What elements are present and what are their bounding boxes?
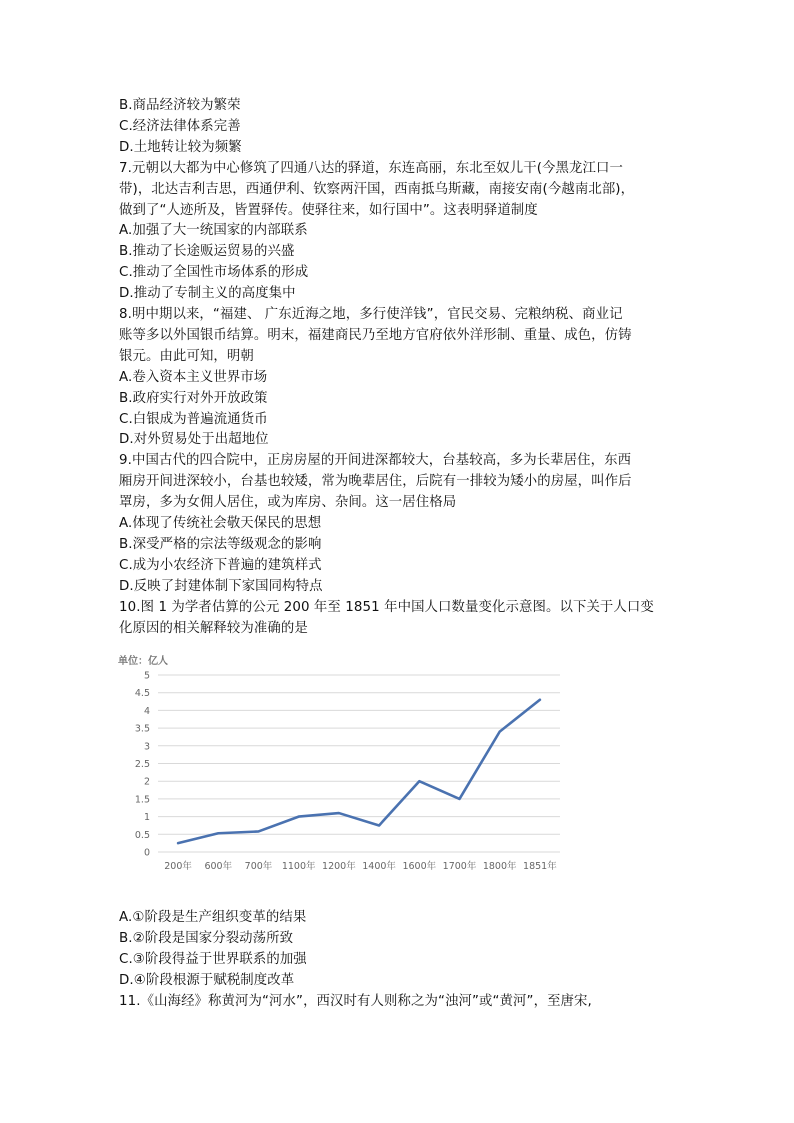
answer-option: D.④阶段根源于赋税制度改革	[119, 972, 295, 988]
chart-x-tick-labels	[164, 860, 557, 872]
answer-option: A.①阶段是生产组织变革的结果	[119, 910, 307, 925]
text-line: 账等多以外国银币结算。明末，福建商民乃至地方官府依外洋形制、重量、成色，仿铸	[119, 327, 632, 343]
text-line: 厢房开间进深较小，台基也较矮，常为晚辈居住，后院有一排较为矮小的房屋，叫作后	[119, 474, 632, 490]
text-line: A.卷入资本主义世界市场	[119, 369, 268, 385]
text-line: 化原因的相关解释较为准确的是	[119, 620, 308, 636]
x-tick-label: 1400年	[362, 861, 396, 872]
y-tick-label: 3.5	[134, 723, 150, 735]
chart-svg	[108, 648, 568, 878]
y-tick-label: 2	[143, 776, 150, 788]
x-tick-label: 1600年	[402, 861, 437, 872]
text-line: B.推动了长途贩运贸易的兴盛	[119, 244, 295, 260]
text-line: 罩房，多为女佣人居住，或为库房、杂间。这一居住格局	[119, 495, 457, 511]
text-line: D.土地转让较为频繁	[119, 139, 242, 155]
text-line: 11.《山海经》称黄河为“河水”，西汉时有人则称之为“浊河”或“黄河”，至唐宋,	[119, 993, 592, 1009]
x-tick-label: 600年	[204, 861, 233, 872]
answer-option: B.②阶段是国家分裂动荡所致	[119, 930, 294, 946]
text-line: C.成为小农经济下普遍的建筑样式	[119, 557, 322, 573]
series-line	[178, 700, 540, 843]
x-tick-label: 200年	[164, 861, 192, 872]
chart-gridlines	[158, 675, 560, 852]
y-tick-label: 5	[143, 670, 150, 682]
text-line: B.商品经济较为繁荣	[119, 98, 241, 113]
y-tick-label: 1.5	[134, 794, 150, 806]
x-tick-label: 1700年	[442, 861, 477, 872]
text-line: C.经济法律体系完善	[119, 118, 241, 134]
text-line: A.加强了大一统国家的内部联系	[119, 223, 308, 239]
text-line: 9.中国古代的四合院中，正房房屋的开间进深都较大，台基较高，多为长辈居住，东西	[119, 453, 632, 469]
text-line: D.推动了专制主义的高度集中	[119, 286, 296, 302]
chart-series	[178, 700, 540, 843]
x-tick-label: 1851年	[523, 861, 557, 872]
text-line: C.推动了全国性市场体系的形成	[119, 265, 309, 281]
y-tick-label: 4.5	[134, 688, 150, 700]
text-line: D.对外贸易处于出超地位	[119, 432, 269, 448]
text-line: 做到了“人迹所及，皆置驿传。使驿往来，如行国中”。这表明驿道制度	[119, 202, 538, 218]
text-line: D.反映了封建体制下家国同构特点	[119, 578, 323, 594]
y-tick-label: 3	[143, 741, 150, 753]
text-line: 10.图 1 为学者估算的公元 200 年至 1851 年中国人口数量变化示意图。以下关于人口变	[119, 599, 654, 615]
x-tick-label: 1800年	[482, 861, 517, 872]
y-tick-label: 4	[143, 705, 150, 717]
y-tick-label: 0	[143, 847, 150, 859]
text-line: 银元。由此可知，明朝	[119, 348, 254, 364]
y-tick-label: 1	[143, 812, 150, 824]
y-tick-label: 0.5	[134, 829, 150, 841]
text-line: 带)，北达吉利吉思，西通伊利、钦察两汗国，西南抵乌斯藏，南接安南(今越南北部)，	[119, 181, 635, 197]
x-tick-label: 700年	[244, 861, 273, 872]
answer-option: C.③阶段得益于世界联系的加强	[119, 951, 307, 967]
chart-unit-label: 单位：亿人	[118, 656, 168, 667]
text-line: C.白银成为普遍流通货币	[119, 411, 268, 427]
text-line: B.政府实行对外开放政策	[119, 390, 268, 406]
y-tick-label: 2.5	[134, 759, 150, 770]
x-tick-label: 1100年	[281, 861, 316, 872]
text-line: B.深受严格的宗法等级观念的影响	[119, 536, 322, 552]
chart-y-tick-labels	[135, 671, 150, 859]
text-line: A.体现了传统社会敬天保民的思想	[119, 516, 322, 531]
text-line: 7.元朝以大都为中心修筑了四通八达的驿道，东连高丽，东北至奴儿干(今黑龙江口一	[119, 160, 623, 176]
x-tick-label: 1200年	[322, 861, 356, 872]
population-line-chart	[108, 648, 568, 878]
text-line: 8.明中期以来，“福建、 广东近海之地，多行使洋钱”，官民交易、完粮纳税、商业记	[119, 307, 623, 322]
